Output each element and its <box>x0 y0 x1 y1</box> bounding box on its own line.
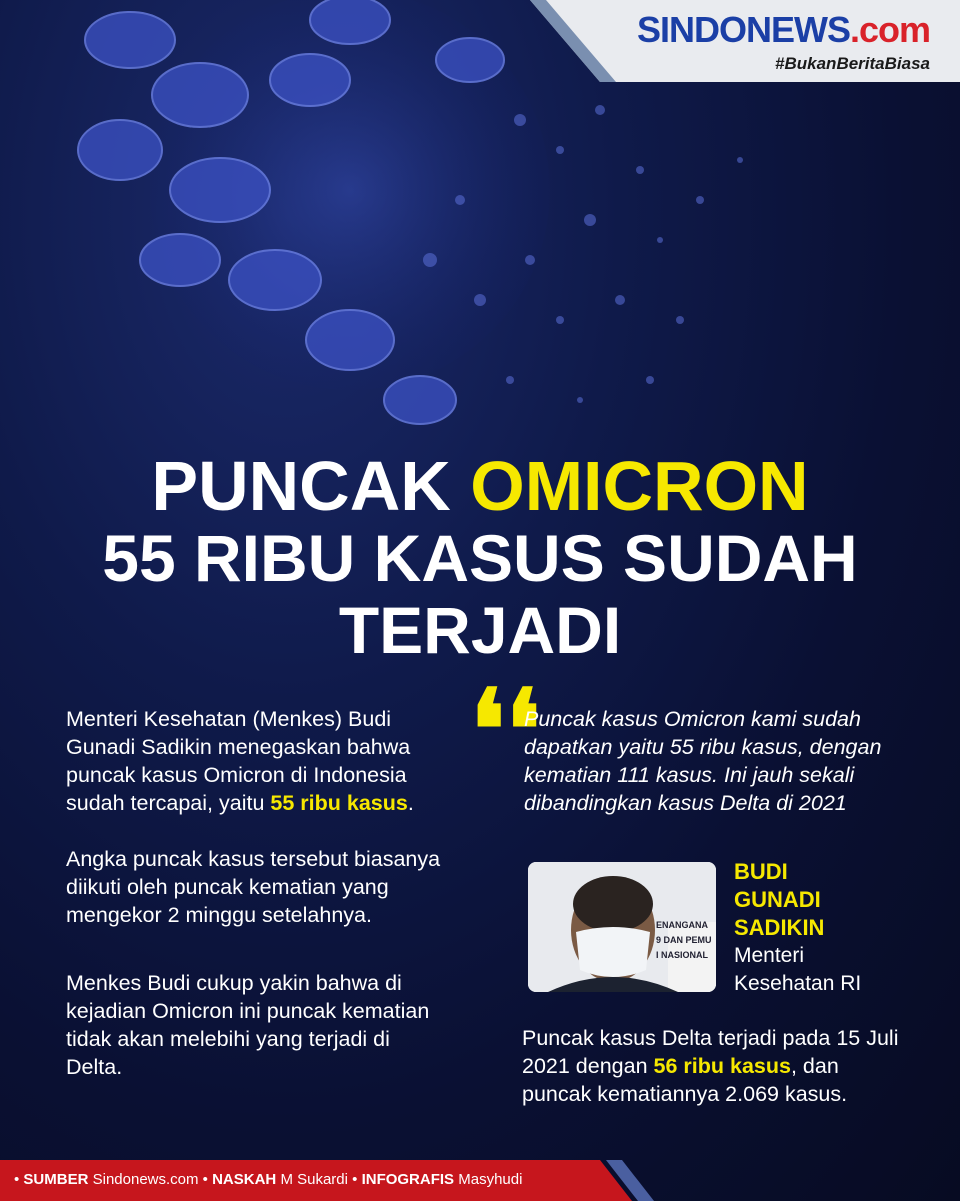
paragraph-1 <box>66 705 446 817</box>
photo-backdrop-text: ENANGANA 9 DAN PEMU I NASIONAL <box>656 920 712 960</box>
brand-name: SINDONEWS <box>636 9 850 50</box>
footer-credits: • SUMBER Sindonews.com • NASKAH M Sukardi • INFOGRAFIS Masyhudi <box>14 1171 523 1188</box>
person-role-line2: Kesehatan RI <box>734 972 862 995</box>
footer-writer: M Sukardi <box>280 1171 348 1188</box>
delta-note-text-b: , dan puncak kematiannya 2.069 kasus. <box>522 1054 848 1106</box>
paragraph-3: Menkes Budi cukup yakin bahwa di kejadian Omicron ini puncak kematian tidak akan melebihi yang terjadi di Delta. <box>66 971 430 1079</box>
paragraph-2: Angka puncak kasus tersebut biasanya diikuti oleh puncak kematian yang mengekor 2 minggu setelahnya. <box>66 847 441 927</box>
headline-line1-white: PUNCAK <box>151 447 471 525</box>
footer-source[interactable]: Sindonews.com <box>92 1171 199 1188</box>
footer-graphics: Masyhudi <box>458 1171 523 1188</box>
headline <box>0 447 960 667</box>
quote-text: Puncak kasus Omicron kami sudah dapatkan yaitu 55 ribu kasus, dengan kematian 111 kasus. Ini jauh sekali dibandingkan kasus Delta di 2021 <box>524 707 882 815</box>
person-role-line1: Menteri <box>734 944 805 967</box>
footer-writer-label: NASKAH <box>212 1171 277 1188</box>
person-photo <box>528 862 716 992</box>
person-name-line2: GUNADI <box>734 887 821 912</box>
brand-hashtag: #BukanBeritaBiasa <box>775 54 930 73</box>
headline-line3: TERJADI <box>338 593 622 667</box>
headline-line1-highlight: OMICRON <box>470 447 809 525</box>
footer-graphics-label: INFOGRAFIS <box>361 1171 455 1188</box>
person-role <box>734 942 934 998</box>
headline-line1 <box>0 447 960 525</box>
paragraph-1-text: Menteri Kesehatan (Menkes) Budi Gunadi Sadikin menegaskan bahwa puncak kasus Omicron di Indonesia sudah tercapai, yaitu <box>66 707 411 815</box>
person-name-line1: BUDI <box>734 859 788 884</box>
left-column <box>66 705 446 1109</box>
paragraph-1-highlight: 55 ribu kasus <box>270 791 408 815</box>
brand-logo[interactable] <box>636 9 930 74</box>
person-name-line3: SADIKIN <box>734 915 825 940</box>
paragraph-1-end: . <box>407 791 414 815</box>
person-name <box>734 858 934 942</box>
brand-wordmark <box>636 9 930 50</box>
headline-line2: 55 RIBU KASUS SUDAH <box>102 521 858 595</box>
brand-domain: .com <box>849 9 930 50</box>
footer-source-label: SUMBER <box>23 1171 89 1188</box>
quote-mark-icon: ❛❛ <box>470 670 541 792</box>
delta-note-highlight: 56 ribu kasus <box>653 1054 791 1078</box>
delta-note-text-a: Puncak kasus Delta terjadi pada 15 Juli 2021 dengan <box>522 1026 899 1078</box>
delta-note <box>522 1024 912 1108</box>
